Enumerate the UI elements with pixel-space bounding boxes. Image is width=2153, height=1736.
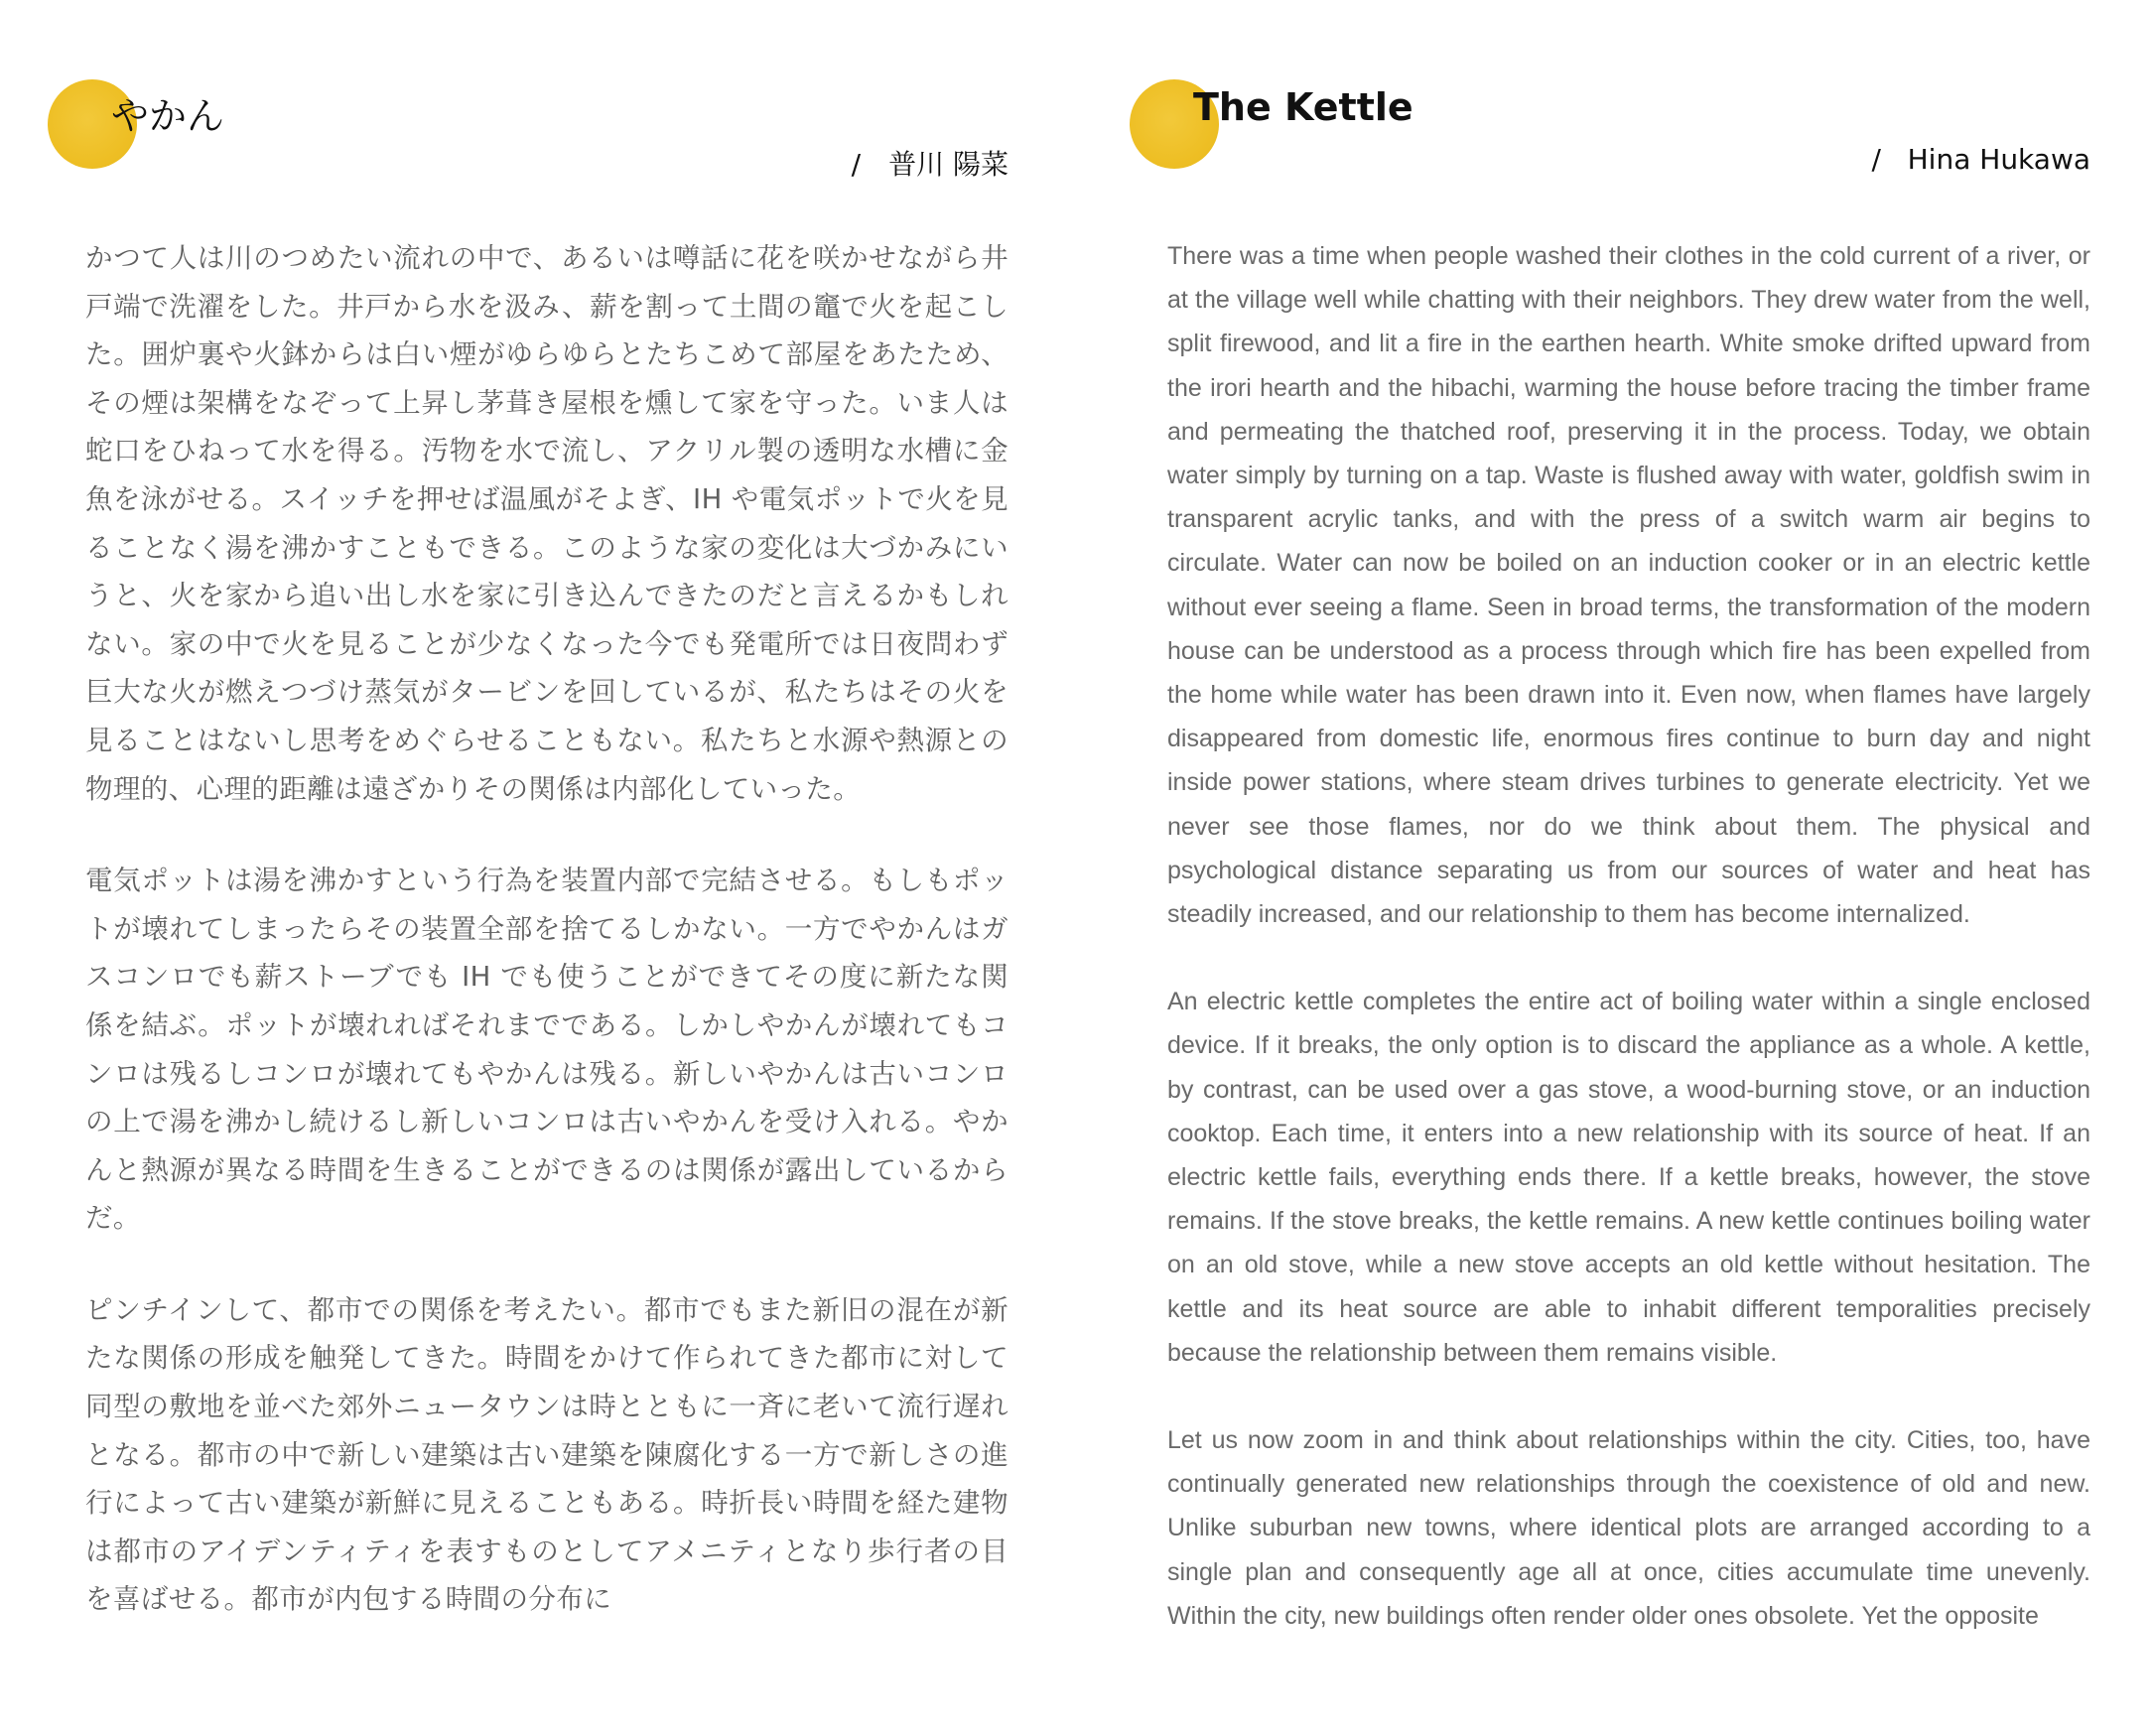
english-paragraph-1: There was a time when people washed their clothes in the cold current of a river, or at the village well while chatting with their neighbors. They drew water from the well, split firewood, and lit a fire in the earthen hearth. White smoke drifted upward from the irori hearth and the hibachi, warming the house before tracing the timber frame and permeating the thatched roof, preserving it in the process. Today, we obtain water simply by turning on a tap. Waste is flushed away with water, goldfish swim in transparent acrylic tanks, and with the press of a switch warm air begins to circulate. Water can now be boiled on an induction cooker or in an electric kettle without ever seeing a flame. Seen in broad terms, the transformation of the modern house can be understood as a process through which fire has been expelled from the home while water has been drawn into it. Even now, when flames have largely disappeared from domestic life, enormous fires continue to burn day and night inside power stations, where steam drives turbines to generate electricity. Yet we never see those flames, nor do we think about them. The physical and psychological distance separating us from our sources of water and heat has steadily increased, and our relationship to them has become internalized. <box>1167 242 2090 929</box>
japanese-paragraph-2: 電気ポットは湯を沸かすという行為を装置内部で完結させる。もしもポットが壊れてしまったらその装置全部を捨てるしかない。一方でやかんはガスコンロでも薪ストーブでも IH でも使うことができてその度に新たな関係を結ぶ。ポットが壊れればそれまでである。しかしやかんが壊れてもコンロは残るしコンロが壊れてもやかんは残る。新しいやかんは古いコンロの上で湯を沸かし続けるし新しいコンロは古いやかんを受け入れる。やかんと熱源が異なる時間を生きることができるのは関係が露出しているからだ。 <box>85 865 1009 1235</box>
english-title: The Kettle <box>1193 85 1413 129</box>
english-paragraph-3: Let us now zoom in and think about relationships within the city. Cities, too, have continually generated new relationships through the coexistence of old and new. Unlike suburban new towns, where identical plots are arranged according to a single plan and consequently age all at once, cities accumulate time unevenly. Within the city, new buildings often render older ones obsolete. Yet the opposite <box>1167 1426 2090 1630</box>
japanese-author: / 普川 陽菜 <box>851 148 1009 181</box>
english-body <box>1167 234 2090 1681</box>
japanese-paragraph-1: かつて人は川のつめたい流れの中で、あるいは噂話に花を咲かせながら井戸端で洗濯をした。井戸から水を汲み、薪を割って土間の竈で火を起こした。囲炉裏や火鉢からは白い煙がゆらゆらとたちこめて部屋をあたため、その煙は架構をなぞって上昇し茅葺き屋根を燻して家を守った。いま人は蛇口をひねって水を得る。汚物を水で流し、アクリル製の透明な水槽に金魚を泳がせる。スイッチを押せば温風がそよぎ、IH や電気ポットで火を見ることなく湯を沸かすこともできる。このような家の変化は大づかみにいうと、火を家から追い出し水を家に引き込んできたのだと言えるかもしれない。家の中で火を見ることが少なくなった今でも発電所では日夜問わず巨大な火が燃えつづけ蒸気がタービンを回しているが、私たちはその火を見ることはないし思考をめぐらせることもない。私たちと水源や熱源との物理的、心理的距離は遠ざかりその関係は内部化していった。 <box>85 242 1009 805</box>
japanese-title: やかん <box>111 94 225 138</box>
japanese-paragraph-3: ピンチインして、都市での関係を考えたい。都市でもまた新旧の混在が新たな関係の形成を触発してきた。時間をかけて作られてきた都市に対して同型の敷地を並べた郊外ニュータウンは時とともに一斉に老いて流行遅れとなる。都市の中で新しい建築は古い建築を陳腐化する一方で新しさの進行によって古い建築が新鮮に見えることもある。時折長い時間を経た建物は都市のアイデンティティを表すものとしてアメニティとなり歩行者の目を喜ばせる。都市が内包する時間の分布に <box>85 1293 1009 1616</box>
english-paragraph-2: An electric kettle completes the entire act of boiling water within a single enclosed device. If it breaks, the only option is to discard the appliance as a whole. A kettle, by contrast, can be used over a gas stove, a wood-burning stove, or an induction cooktop. Each time, it enters into a new relationship with its source of heat. If an electric kettle fails, everything ends there. If a kettle breaks, however, the stove remains. If the stove breaks, the kettle remains. A new kettle continues boiling water on an old stove, while a new stove accepts an old kettle without hesitation. The kettle and its heat source are able to inhabit different temporalities precisely because the relationship between them remains visible. <box>1167 988 2090 1367</box>
japanese-body <box>85 234 1009 1668</box>
english-author: / Hina Hukawa <box>1871 143 2090 176</box>
